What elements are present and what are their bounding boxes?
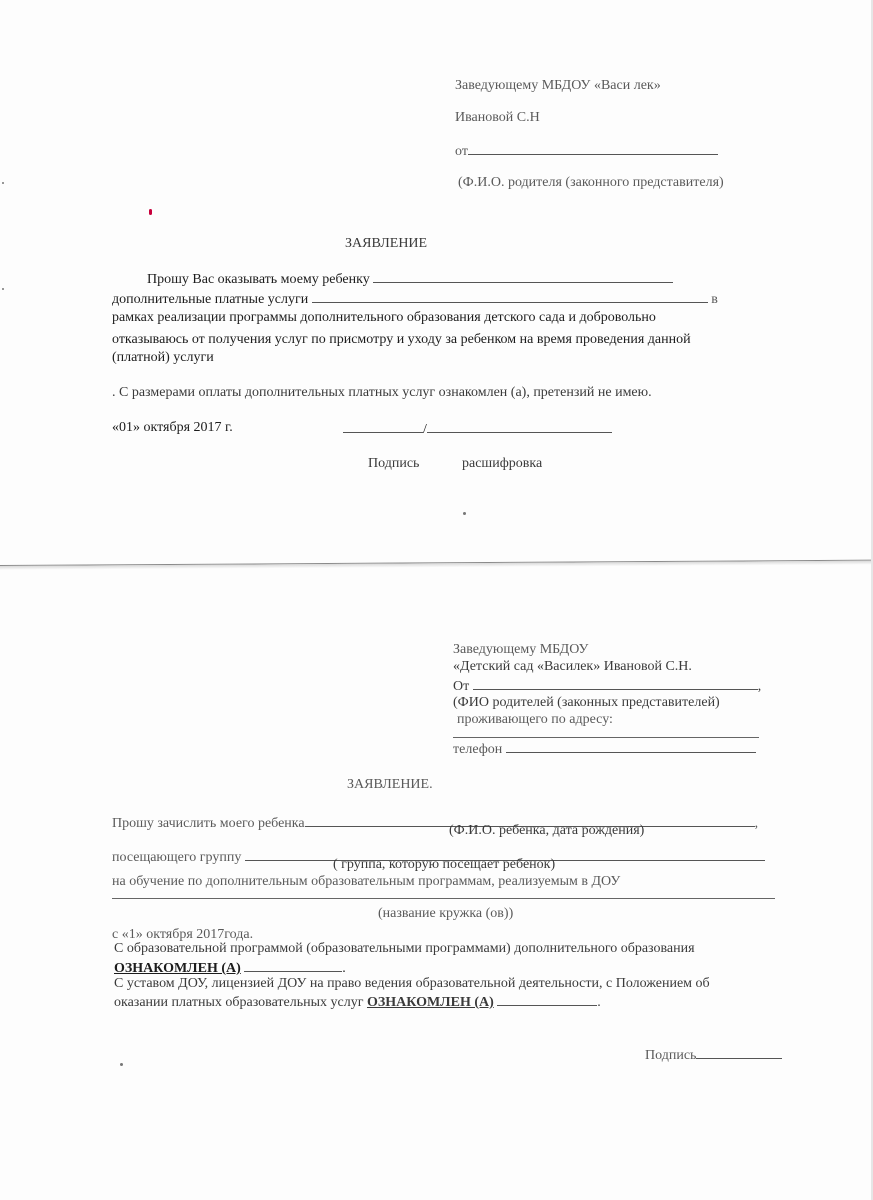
- parents-caption: (ФИО родителей (законных представителей): [453, 695, 720, 710]
- payment-ack-line: . С размерами оплаты дополнительных платных услуг ознакомлен (а), претензий не имею.: [112, 385, 652, 400]
- charter-line: С уставом ДОУ, лицензией ДОУ на право ведения образовательной деятельности, с Положением об: [114, 976, 710, 991]
- document-title: ЗАЯВЛЕНИЕ: [345, 236, 428, 251]
- request-text-2: дополнительные платные услуги: [112, 292, 309, 307]
- signature2-label: Подпись: [645, 1048, 697, 1063]
- signature-label: Подпись: [368, 456, 420, 471]
- group-label: посещающего группу: [112, 850, 242, 865]
- speck-bottom: [120, 1063, 123, 1066]
- speck: [463, 512, 466, 515]
- phone-label: телефон: [453, 742, 503, 757]
- speck-left-2: [2, 288, 4, 290]
- enroll-field[interactable]: [112, 814, 758, 832]
- child-name-blank[interactable]: [373, 270, 673, 283]
- addressee2-line-2: «Детский сад «Василек» Ивановой С.Н.: [453, 659, 692, 674]
- red-mark: [149, 209, 152, 215]
- request-line-4: отказываюсь от получения услуг по присмотру и уходу за ребенком на время проведения данной: [112, 332, 691, 347]
- signature-blank[interactable]: [343, 420, 423, 433]
- club-blank[interactable]: [112, 898, 775, 899]
- services-blank[interactable]: [312, 290, 708, 303]
- signature-field[interactable]: [343, 420, 612, 438]
- from2-tail: ,: [757, 679, 762, 694]
- request-line-3: рамках реализации программы дополнительного образования детского сада и добровольно: [112, 310, 656, 325]
- from-label: от: [455, 144, 468, 159]
- from2-blank[interactable]: [473, 677, 758, 690]
- decode-label: расшифровка: [462, 456, 543, 471]
- parent-caption: (Ф.И.О. родителя (законного представителя): [458, 175, 724, 190]
- address-blank[interactable]: [453, 737, 759, 738]
- acquainted-2: ОЗНАКОМЛЕН (А): [366, 995, 494, 1010]
- request-line-5: (платной) услуги: [112, 350, 214, 365]
- services-field[interactable]: [114, 993, 601, 1011]
- decode-blank[interactable]: [427, 420, 612, 433]
- speck-left-1: [2, 182, 4, 184]
- start-date: с «1» октября 2017года.: [112, 927, 254, 942]
- signature2-field[interactable]: [645, 1046, 782, 1064]
- request-line-1: [147, 270, 673, 288]
- services-label: оказании платных образовательных услуг: [114, 995, 364, 1010]
- acquainted-2-tail: .: [597, 995, 601, 1010]
- request-line-2: [112, 290, 718, 308]
- from-blank[interactable]: [468, 142, 718, 155]
- from2-label: От: [453, 679, 470, 694]
- addressee-line-2: Ивановой С.Н: [455, 110, 540, 125]
- request-text-2-tail: в: [711, 292, 718, 307]
- from-field[interactable]: [455, 142, 718, 160]
- acquainted-1-tail: .: [342, 961, 346, 976]
- enroll-tail: ,: [754, 816, 759, 831]
- document-date: «01» октября 2017 г.: [112, 420, 233, 435]
- study-line: на обучение по дополнительным образовательным программам, реализуемым в ДОУ: [112, 874, 621, 889]
- child-caption: (Ф.И.О. ребенка, дата рождения): [449, 823, 645, 838]
- club-caption: (название кружка (ов)): [378, 906, 514, 921]
- acquainted-field-1[interactable]: [114, 959, 346, 977]
- addressee2-line-1: Заведующему МБДОУ: [453, 642, 589, 657]
- phone-field[interactable]: [453, 740, 756, 758]
- group-caption: ( группа, которую посещает ребенок): [333, 857, 556, 872]
- phone-blank[interactable]: [506, 740, 756, 753]
- acquainted-1-blank[interactable]: [244, 959, 342, 972]
- signature-separator: /: [423, 422, 427, 437]
- request-text-1: Прошу Вас оказывать моему ребенку: [147, 272, 370, 287]
- program-line: С образовательной программой (образовательными программами) дополнительного образования: [114, 941, 695, 956]
- signature2-blank[interactable]: [696, 1046, 782, 1059]
- addressee-line-1: Заведующему МБДОУ «Васи лек»: [455, 78, 661, 93]
- acquainted-1: ОЗНАКОМЛЕН (А): [114, 961, 241, 976]
- acquainted-2-blank[interactable]: [497, 993, 597, 1006]
- document2-title: ЗАЯВЛЕНИЕ.: [347, 777, 433, 792]
- address-label: проживающего по адресу:: [457, 712, 613, 727]
- enroll-label: Прошу зачислить моего ребенка: [112, 816, 305, 831]
- from2-field[interactable]: [453, 677, 761, 695]
